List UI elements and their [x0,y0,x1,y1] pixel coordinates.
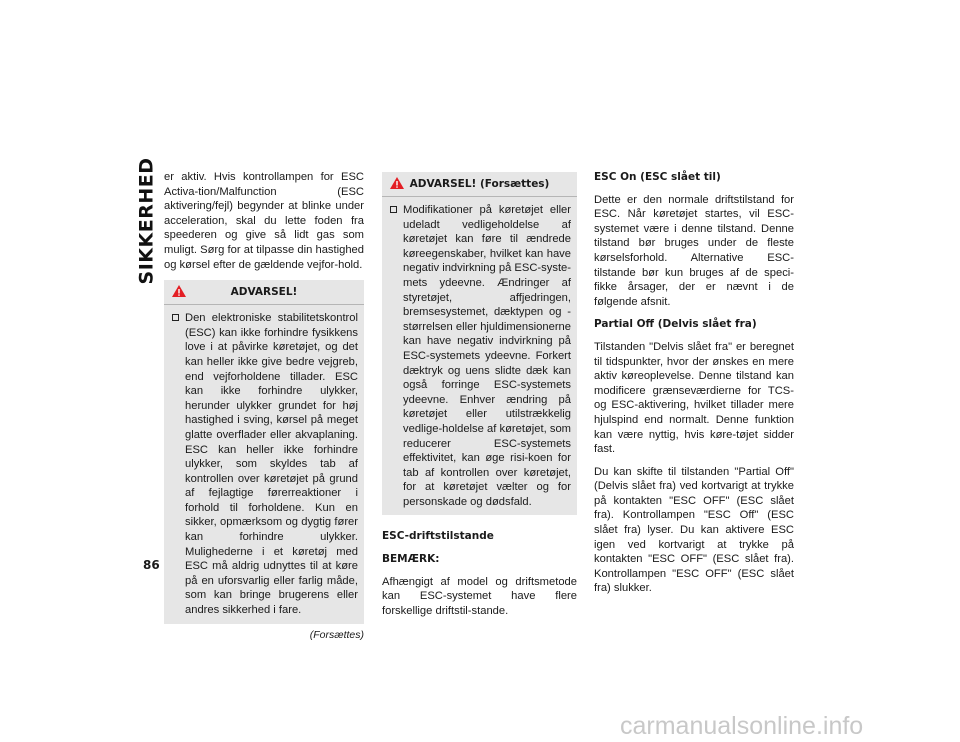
warning-box [164,280,364,623]
continued-note: (Forsættes) [309,628,364,641]
warning-item [382,197,577,509]
warning-item [164,305,364,617]
subheading-esc-on: ESC On (ESC slået til) [594,171,721,183]
subheading-partial-off: Partial Off (Delvis slået fra) [594,318,757,331]
square-bullet-icon [390,206,397,213]
warning-title: ADVARSEL! (Forsættes) [409,177,550,190]
paragraph-esc-on: Dette er den normale driftstilstand for ESC. Når køretøjet startes, vil ESC-systemet være i denne tilstand. Denne tilstand bør bruges under de fleste kørselsforhold. Alternative ESC-tilstande bør kun bruges af de speci-fikke årsager, der er nævnt i de følgende afsnit. [594,193,794,308]
section-tab-label: SIKKERHED [135,157,157,285]
warning-text: Modifikationer på køretøjet eller udeladt vedligeholdelse af køretøjet kan føre til ændrede køreegenskaber, hvilket kan have negativ indvirkning på ESC-syste-mets ydeevne. Ændringer af styretøjet, affjedringen, bremsesystemet, dæktypen og -størrelsen eller hjuldimensionerne kan have negativ indvirkning på ESC-systemets ydeevne. Forkert dæktryk og uens slidte dæk kan også forringe ESC-systemets ydeevne. Enhver ændring på køretøjet eller utilstrækkelig vedlige-holdelse af køretøjet, som reducerer ESC-systemets effektivitet, kan øge risi-koen for tab af kontrollen over køretøjet, for at køretøjet vælter og for personskade og dødsfald. [403,204,571,508]
warning-triangle-icon [390,177,404,189]
page-number: 86 [143,558,160,572]
note-label: BEMÆRK: [382,553,440,566]
column-middle [382,172,577,626]
warning-text: Den elektroniske stabilitetskontrol (ESC) kan ikke forhindre fysikkens love i at påvirke køretøjet, og det kan heller ikke give bedre vejgreb, end vejforholdene tillader. ESC kan ikke forhindre ulykker, herunder ulykker grundet for høj hastighed i sving, kørsel på meget glatte overflader eller akvaplaning. ESC kan heller ikke forhindre ulykker, som skyldes tab af kontrollen over køretøjet på grund af fejlagtige førerreaktioner i forhold til forholdene. Kun en sikker, opmærksom og dygtig fører kan forhindre ulykker. Mulighederne i et køretøj med ESC må aldrig udnyttes til at køre på en uforsvarlig eller farlig måde, som kan bringe brugerens eller andres sikkerhed i fare. [185,312,358,617]
paragraph-switch-mode: Du kan skifte til tilstanden "Partial Off" (Delvis slået fra) ved kortvarigt at trykke på kontakten "ESC OFF" (ESC slået fra). Kontrollampen "ESC Off" (ESC slået fra) lyser. Du kan aktivere ESC igen ved kortvarigt at trykke på kontakten "ESC OFF" (ESC slået fra). Kontrollampen "ESC OFF" (ESC slået fra) slukker. [594,465,794,595]
column-right [594,170,794,604]
column-left [164,170,364,642]
warning-header [164,280,364,305]
section-heading: ESC-driftstilstande [382,530,494,543]
watermark-logo: carmanualsonline.info [620,712,864,740]
warning-box-continued [382,172,577,515]
intro-paragraph: er aktiv. Hvis kontrollampen for ESC Activa-tion/Malfunction (ESC aktivering/fejl) begynder at blinke under acceleration, skal du lette foden fra speederen og give så lidt gas som muligt. Sørg for at tilpasse din hastighed og kørsel efter de gældende vejfor-hold. [164,171,364,271]
warning-header [382,172,577,197]
warning-triangle-icon [172,285,186,297]
warning-title: ADVARSEL! [230,285,298,298]
square-bullet-icon [172,314,179,321]
section-tab [133,157,159,285]
paragraph-partial-off: Tilstanden "Delvis slået fra" er beregnet til tidspunkter, hvor der ønskes en mere aktiv køreoplevelse. Denne tilstand kan modificere grænseværdierne for TCS- og ESC-aktivering, hvilket tillader mere hjulspind end normalt. Denne funktion kan være nyttig, hvis køre-tøjet sidder fast. [594,340,794,456]
note-text: Afhængigt af model og driftsmetode kan ESC-systemet have flere forskellige driftstil-stande. [382,575,577,617]
